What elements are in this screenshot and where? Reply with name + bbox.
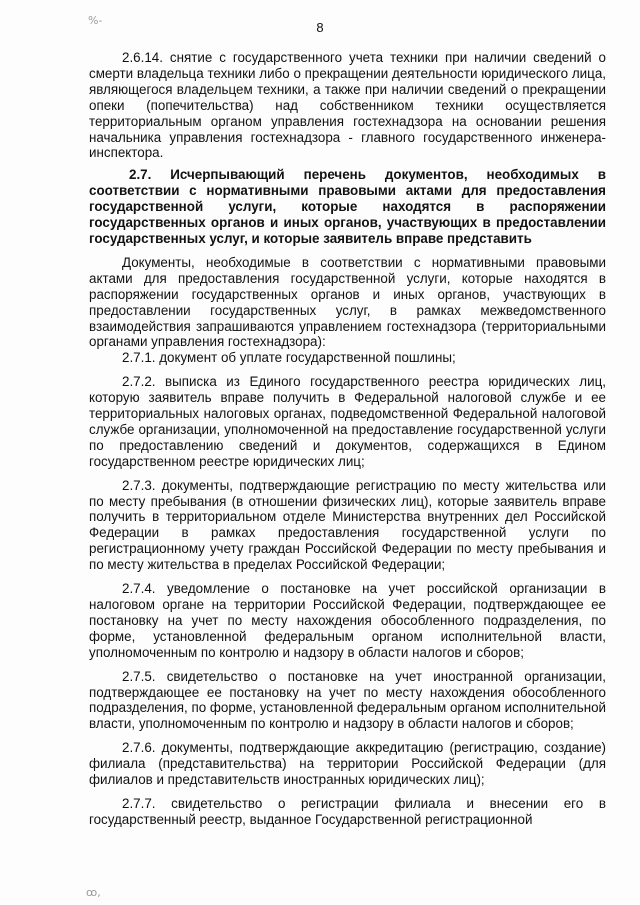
list-item-2-7-5: 2.7.5. свидетельство о постановке на учет иностранной организации, подтверждающее ее постановку на учет по месту нахождения обособленного подразделения, по форме, установленной федеральным органом исполнительной власти, уполномоченным по контролю и надзору в области налогов и сборов; [89,668,607,732]
scan-artifact-mark: %‑ [88,14,103,27]
paragraph-2-6-14: 2.6.14. снятие с государственного учета техники при наличии сведений о смерти владельца техники либо о прекращении деятельности юридического лица, являющегося владельцем техники, а также при наличии сведений о прекращении опеки (попечительства) над собственником техники осуществляется территориальным органом управления гостехнадзора на основании решения начальника управления гостехнадзора - главного государственного инженера-инспектора. [89,50,606,161]
scan-artifact-mark: ꝏ, [86,886,101,899]
list-item-2-7-2: 2.7.2. выписка из Единого государственного реестра юридических лиц, которую заявитель вправе получить в Федеральной налоговой службе и ее территориальных налоговых органах, подведомственной Федеральной налоговой службе организации, уполномоченной на предоставление государственной услуги по предоставлению сведений и документов, содержащихся в Едином государственном реестре юридических лиц; [89,374,606,469]
list-item-2-7-4: 2.7.4. уведомление о постановке на учет российской организации в налоговом органе на территории Российской Федерации, подтверждающее ее постановку на учет по месту нахождения обособленного подразделения, по форме, установленной федеральным органом исполнительной власти, уполномоченным по контролю и надзору в области налогов и сборов; [89,581,606,660]
document-body [89,50,606,828]
paragraph-intro: Документы, необходимые в соответствии с нормативными правовыми актами для предоставления государственной услуги, которые находятся в распоряжении государственных органов и иных органов, участвующих в предоставлении государственных услуг, в рамках межведомственного взаимодействия запрашиваются управлением гостехнадзора (территориальными органами управления гостехнадзора): [89,254,606,350]
list-item-2-7-3: 2.7.3. документы, подтверждающие регистрацию по месту жительства или по месту пребывания (в отношении физических лиц), которые заявитель вправе получить в территориальном отделе Министерства внутренних дел Российской Федерации в рамках предоставления государственной услуги по регистрационному учету граждан Российской Федерации по месту пребывания и по месту жительства в пределах Российской Федерации; [89,477,606,573]
list-item-2-7-7: 2.7.7. свидетельство о регистрации филиала и внесении его в государственный реестр, выданное Государственной регистрационной [89,795,606,827]
list-item-2-7-6: 2.7.6. документы, подтверждающие аккредитацию (регистрацию, создание) филиала (представительства) на территории Российской Федерации (для филиалов и представительств иностранных юридических лиц); [89,740,606,788]
list-item-2-7-1: 2.7.1. документ об уплате государственной пошлины; [122,350,456,366]
page-number: 8 [316,20,324,35]
section-heading-2-7: 2.7. Исчерпывающий перечень документов, необходимых в соответствии с нормативными правовыми актами для предоставления государственной услуги, которые находятся в распоряжении государственных органов и иных органов, участвующих в предоставлении государственных услуг, и которые заявитель вправе представить [89,167,606,246]
